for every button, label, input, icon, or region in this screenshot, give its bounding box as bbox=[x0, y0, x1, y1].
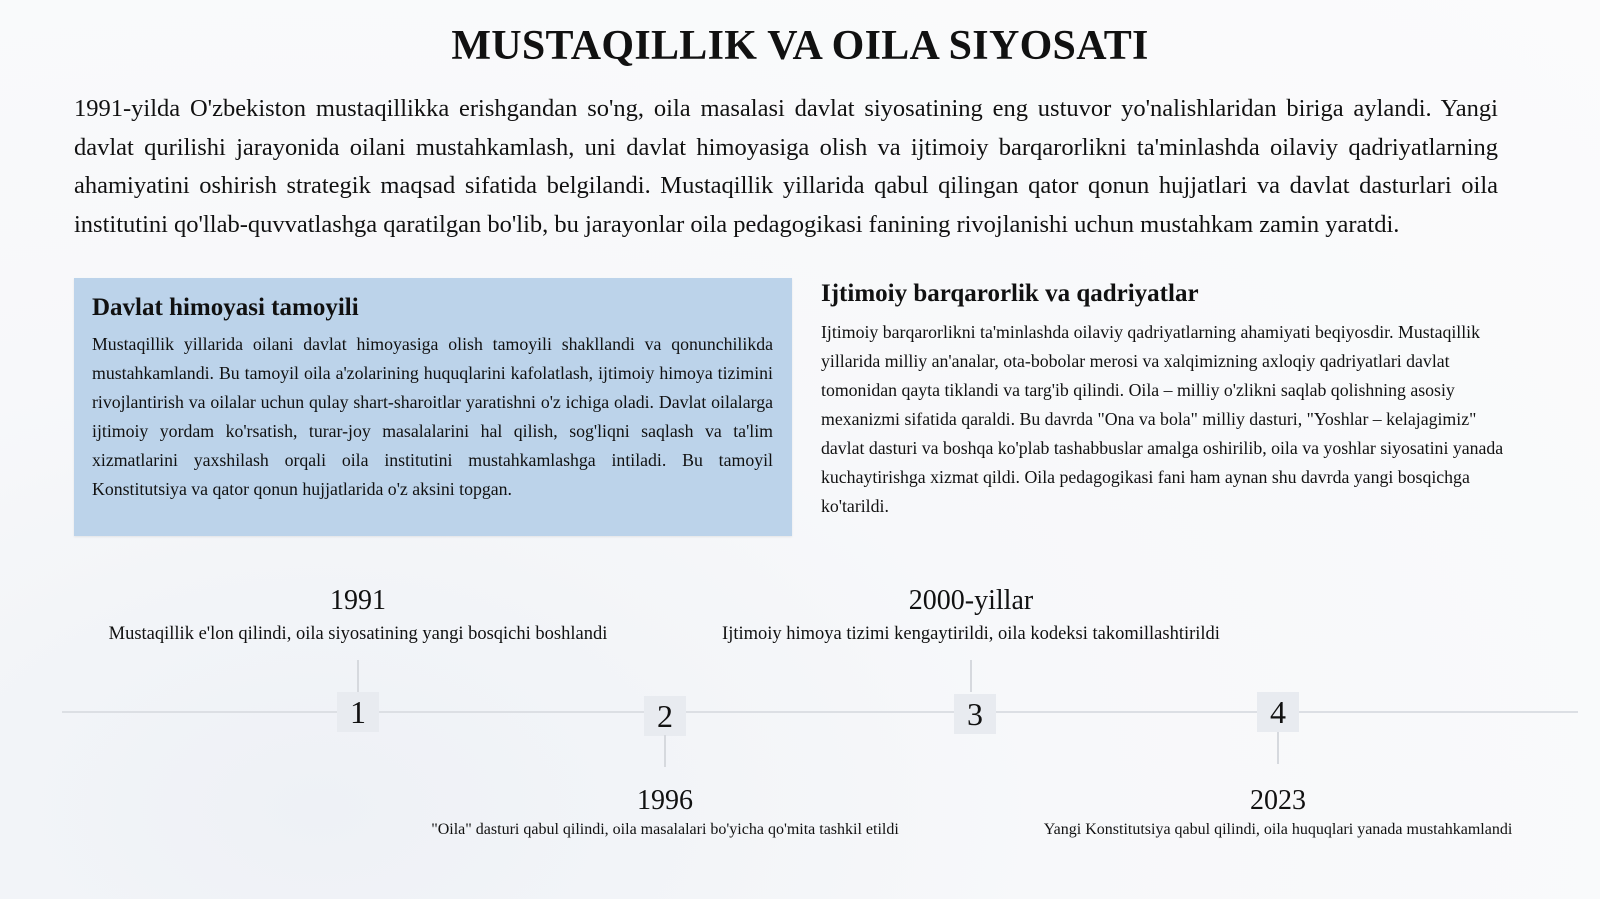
page-title: MUSTAQILLIK VA OILA SIYOSATI bbox=[451, 23, 1149, 69]
intro-paragraph: 1991-yilda O'zbekiston mustaqillikka erishgandan so'ng, oila masalasi davlat siyosatining eng ustuvor yo'nalishlaridan biriga aylandi. Yangi davlat qurilishi jarayonida oilani mustahkamlash, uni davlat himoyasiga olish va ijtimoiy barqarorlikni ta'minlashda oilaviy qadriyatlarning ahamiyatini oshirish strategik maqsad sifatida belgilandi. Mustaqillik yillarida qabul qilingan qator qonun hujjatlari va davlat dasturlari oila institutini qo'llab-quvvatlashga qaratilgan bo'lib, bu jarayonlar oila pedagogikasi fanining rivojlanishi uchun mustahkam zamin yaratdi. bbox=[74, 95, 1498, 238]
timeline-axis bbox=[62, 711, 1578, 713]
timeline-stem-2 bbox=[664, 735, 666, 767]
timeline-year-3: 2000-yillar bbox=[908, 585, 1034, 616]
timeline-stem-1 bbox=[357, 660, 359, 692]
timeline-stem-3 bbox=[970, 660, 972, 692]
timeline-marker-4: 4 bbox=[1257, 692, 1299, 732]
state-protection-card bbox=[74, 278, 792, 536]
timeline-desc-2: "Oila" dasturi qabul qilindi, oila masalalari bo'yicha qo'mita tashkil etildi bbox=[431, 821, 899, 838]
social-stability-heading: Ijtimoiy barqarorlik va qadriyatlar bbox=[821, 280, 1199, 307]
timeline-desc-3: Ijtimoiy himoya tizimi kengaytirildi, oila kodeksi takomillashtirildi bbox=[722, 624, 1220, 644]
timeline-marker-2: 2 bbox=[644, 696, 686, 736]
timeline-year-1: 1991 bbox=[330, 585, 386, 616]
social-stability-text: Ijtimoiy barqarorlikni ta'minlashda oilaviy qadriyatlarning ahamiyati beqiyosdir. Mustaqillik yillarida milliy an'analar, ota-bobolar merosi va xalqimizning axloqiy qadriyatlari davlat tomonidan qayta tiklandi va targ'ib qilindi. Oila – milliy o'zlikni saqlab qolishning asosiy mexanizmi sifatida qaraldi. Bu davrda "Ona va bola" milliy dasturi, "Yoshlar – kelajagimiz" davlat dasturi va boshqa ko'plab tashabbuslar amalga oshirilib, oila va yoshlar siyosatini yanada kuchaytirishga xizmat qildi. Oila pedagogikasi fani ham aynan shu davrda yangi bosqichga ko'tarildi. bbox=[821, 322, 1504, 516]
timeline-year-2: 1996 bbox=[637, 785, 693, 816]
state-protection-text: Mustaqillik yillarida oilani davlat himoyasiga olish tamoyili shakllandi va qonunchilikda mustahkamlandi. Bu tamoyil oila a'zolarining huquqlarini kafolatlash, ijtimoiy himoya tizimini rivojlantirish va oilalar uchun qulay shart-sharoitlar yaratishni o'z ichiga oladi. Davlat oilalarga ijtimoiy yordam ko'rsatish, turar-joy masalalarini hal qilish, sog'liqni saqlash va ta'lim xizmatlarini yaxshilash orqali oila institutini mustahkamlashga intiladi. Bu tamoyil Konstitutsiya va qator qonun hujjatlarida o'z aksini topgan. bbox=[92, 334, 773, 499]
timeline-stem-4 bbox=[1277, 732, 1279, 764]
timeline-desc-4: Yangi Konstitutsiya qabul qilindi, oila huquqlari yanada mustahkamlandi bbox=[1043, 821, 1513, 838]
social-stability-section bbox=[821, 280, 1505, 521]
timeline-marker-1: 1 bbox=[337, 692, 379, 732]
state-protection-heading: Davlat himoyasi tamoyili bbox=[92, 294, 359, 321]
timeline-year-4: 2023 bbox=[1250, 785, 1306, 816]
timeline-desc-1: Mustaqillik e'lon qilindi, oila siyosatining yangi bosqichi boshlandi bbox=[108, 624, 608, 644]
timeline-marker-3: 3 bbox=[954, 694, 996, 734]
